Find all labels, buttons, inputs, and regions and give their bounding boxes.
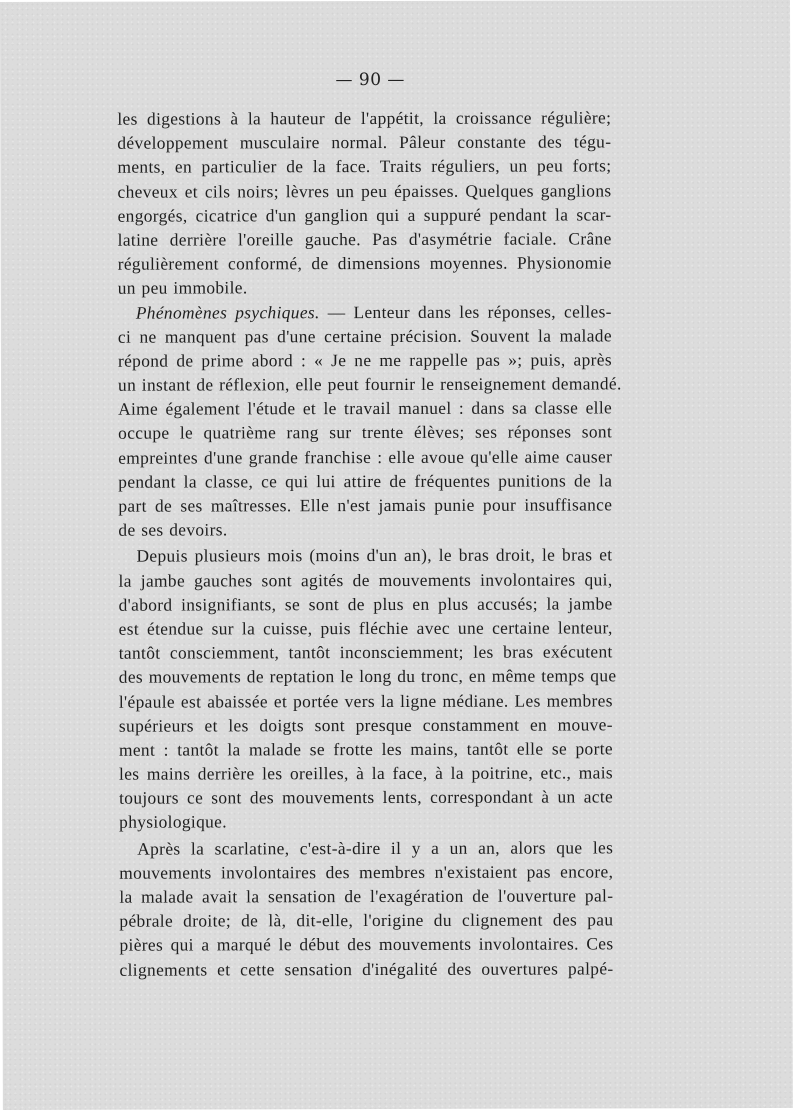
text-line: latine derrière l'oreille gauche. Pas d'asymétrie faciale. Crâne: [117, 228, 612, 250]
text-line: [118, 299, 612, 324]
text-line: tantôt consciemment, tantôt inconsciemment; les bras exécutent: [118, 641, 613, 663]
text-line: toujours ce sont des mouvements lents, correspondant à un acte: [119, 786, 614, 808]
text-line: pébrale droite; de là, dit-elle, l'origine du clignement des pau: [119, 909, 614, 931]
text-line: un instant de réflexion, elle peut fournir le renseignement demandé.: [117, 373, 622, 395]
text-fragment: — Lenteur dans les réponses, celles-: [319, 300, 612, 322]
text-line: part de ses maîtresses. Elle n'est jamais punie pour insuffisance: [118, 494, 613, 516]
text-line: Aime également l'étude et le travail manuel : dans sa classe elle: [118, 397, 613, 419]
text-line: Depuis plusieurs mois (moins d'un an), le bras droit, le bras et: [136, 544, 613, 567]
paragraph-physical-description: [117, 105, 612, 300]
text-line: empreintes d'une grande franchise : elle avoue qu'elle aime causer: [118, 446, 613, 468]
text-line: clignements et cette sensation d'inégalité des ouvertures palpé-: [119, 957, 614, 980]
text-line: la malade avait la sensation de l'exagération de l'ouverture pal-: [119, 885, 614, 907]
text-line: répond de prime abord : « Je ne me rappelle pas »; puis, après: [117, 349, 612, 371]
text-line: cheveux et cils noirs; lèvres un peu épaisses. Quelques ganglions: [117, 179, 612, 202]
paragraph-after-scarlatina: [119, 835, 613, 981]
text-line: engorgés, cicatrice d'un ganglion qui a suppuré pendant la scar-: [117, 204, 612, 226]
text-line: ci ne manquent pas d'une certaine précision. Souvent la malade: [117, 325, 612, 347]
text-line: ments, en particulier de la face. Traits réguliers, un peu forts;: [117, 155, 612, 178]
text-line: Après la scarlatine, c'est-à-dire il y a un an, alors que les: [137, 837, 614, 859]
section-heading: Phénomènes psychiques.: [135, 301, 320, 323]
text-line: un peu immobile.: [117, 277, 248, 299]
text-line: est étendue sur la cuisse, puis fléchie avec une certaine lenteur,: [118, 617, 613, 639]
text-line: physiologique.: [119, 811, 227, 833]
text-line: les digestions à la hauteur de l'appétit, la croissance régulière;: [117, 107, 612, 129]
text-line: de ses devoirs.: [118, 519, 228, 540]
text-line: développement musculaire normal. Pâleur constante des tégu-: [117, 131, 612, 153]
text-line: des mouvements de reptation le long du tronc, en même temps que: [118, 665, 617, 688]
text-line: la jambe gauches sont agités de mouvements involontaires qui,: [118, 568, 613, 591]
text-line: ment : tantôt la malade se frotte les mains, tantôt elle se porte: [118, 738, 613, 760]
page-number: — 90 —: [335, 69, 405, 91]
text-line: pières qui a marqué le début des mouvements involontaires. Ces: [119, 933, 614, 956]
text-line: supérieurs et les doigts sont presque constamment en mouve-: [118, 714, 613, 736]
text-line: pendant la classe, ce qui lui attire de fréquentes punitions de la: [118, 470, 613, 492]
text-line: d'abord insignifiants, se sont de plus en plus accusés; la jambe: [118, 593, 613, 615]
paragraph-involuntary-movements: [118, 543, 617, 835]
text-line: l'épaule est abaissée et portée vers la ligne médiane. Les membres: [118, 689, 613, 712]
text-line: mouvements involontaires des membres n'existaient pas encore,: [119, 861, 614, 883]
text-line: les mains derrière les oreilles, à la face, à la poitrine, etc., mais: [118, 762, 614, 784]
text-line: régulièrement conformé, de dimensions moyennes. Physionomie: [117, 252, 612, 274]
text-line: occupe le quatrième rang sur trente élèves; ses réponses sont: [118, 421, 613, 444]
paragraph-psychic-phenomena: [117, 299, 622, 542]
body-text: [117, 105, 622, 981]
